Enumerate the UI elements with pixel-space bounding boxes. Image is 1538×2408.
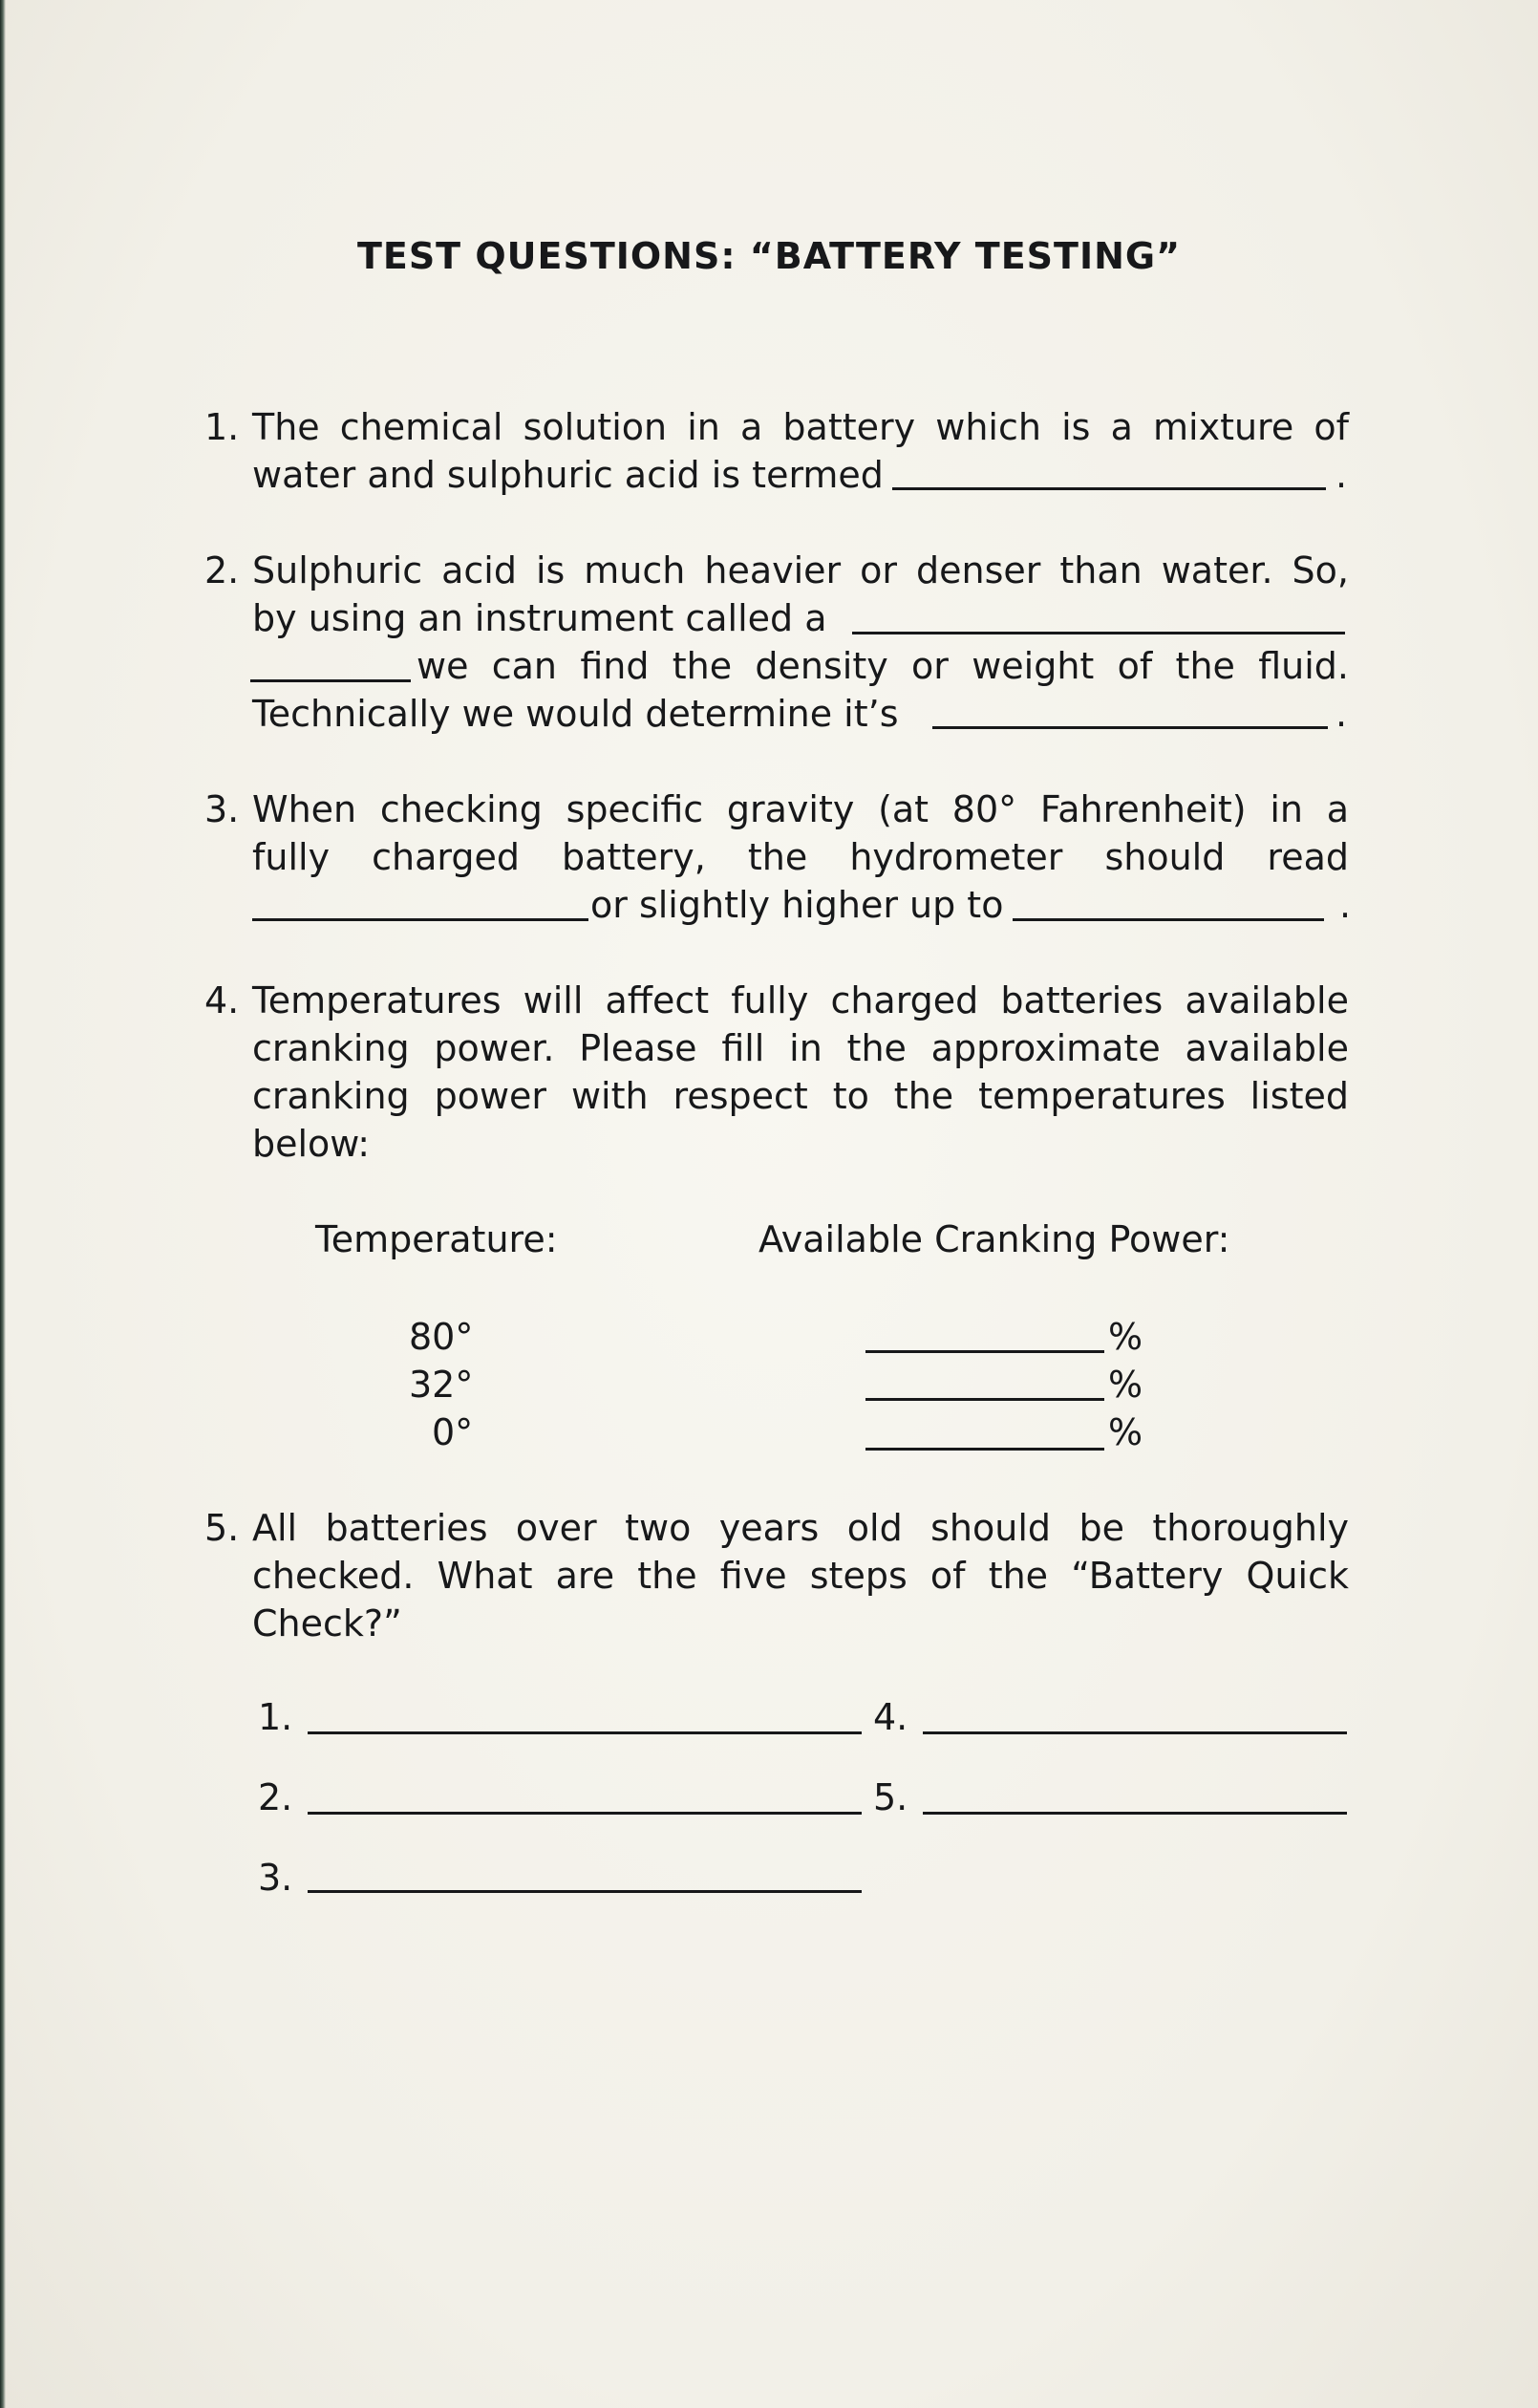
question-1-period: .: [1335, 454, 1348, 496]
question-1-answer-blank[interactable]: [892, 487, 1326, 490]
question-2-period: .: [1335, 693, 1348, 735]
page-edge: [0, 0, 6, 2408]
question-3-line-2: fully charged battery, the hydrometer should read: [252, 836, 1349, 878]
step-2-blank[interactable]: [308, 1812, 862, 1815]
step-5-label: 5.: [873, 1776, 908, 1818]
question-3-line-1: When checking specific gravity (at 80° Fahrenheit) in a: [252, 788, 1349, 830]
question-4-number: 4.: [204, 979, 240, 1021]
percent-sign-1: %: [1108, 1316, 1143, 1358]
step-3-label: 3.: [258, 1857, 293, 1899]
step-1-label: 1.: [258, 1696, 293, 1738]
question-3-reading-blank[interactable]: [252, 918, 588, 921]
cranking-power-blank-2[interactable]: [865, 1398, 1104, 1401]
question-4-line-3: cranking power with respect to the temperatures listed: [252, 1075, 1349, 1117]
question-3-upper-blank[interactable]: [1013, 918, 1324, 921]
question-1-line-2: water and sulphuric acid is termed: [252, 454, 884, 496]
question-3-period: .: [1339, 884, 1352, 926]
question-1-line-1: The chemical solution in a battery which is a mixture of: [252, 406, 1349, 448]
percent-sign-2: %: [1108, 1364, 1143, 1406]
question-4-line-4: below:: [252, 1123, 371, 1165]
question-5-number: 5.: [204, 1507, 240, 1549]
percent-sign-3: %: [1108, 1411, 1143, 1453]
question-2-instrument-blank-b[interactable]: [250, 679, 411, 682]
step-5-blank[interactable]: [923, 1812, 1347, 1815]
temperature-row-2: 32°: [409, 1364, 474, 1406]
step-2-label: 2.: [258, 1776, 293, 1818]
step-1-blank[interactable]: [308, 1731, 862, 1734]
cranking-power-blank-3[interactable]: [865, 1448, 1104, 1451]
question-5-line-3: Check?”: [252, 1602, 402, 1645]
question-5-line-2: checked. What are the five steps of the “Battery Quick: [252, 1555, 1349, 1597]
question-2-instrument-blank-a[interactable]: [852, 632, 1345, 634]
question-2-line-4: Technically we would determine it’s: [252, 693, 899, 735]
question-2-answer-blank[interactable]: [932, 726, 1328, 729]
temperature-row-3: 0°: [432, 1411, 474, 1453]
temperature-row-1: 80°: [409, 1316, 474, 1358]
question-5-line-1: All batteries over two years old should be thoroughly: [252, 1507, 1349, 1549]
question-4-line-2: cranking power. Please fill in the approximate available: [252, 1027, 1349, 1069]
question-2-line-1: Sulphuric acid is much heavier or denser than water. So,: [252, 549, 1349, 591]
step-3-blank[interactable]: [308, 1890, 862, 1893]
question-2-line-2: by using an instrument called a: [252, 597, 827, 639]
question-3-number: 3.: [204, 788, 240, 830]
question-2-line-3: we can find the density or weight of the fluid.: [417, 645, 1349, 687]
temperature-column-header: Temperature:: [315, 1218, 558, 1260]
cranking-power-blank-1[interactable]: [865, 1350, 1104, 1353]
question-2-number: 2.: [204, 549, 240, 591]
step-4-blank[interactable]: [923, 1731, 1347, 1734]
page-title: TEST QUESTIONS: “BATTERY TESTING”: [356, 235, 1182, 277]
question-1-number: 1.: [204, 406, 240, 448]
cranking-power-column-header: Available Cranking Power:: [758, 1218, 1230, 1260]
step-4-label: 4.: [873, 1696, 908, 1738]
question-4-line-1: Temperatures will affect fully charged batteries available: [252, 979, 1349, 1021]
question-3-line-3: or slightly higher up to: [590, 884, 1004, 926]
